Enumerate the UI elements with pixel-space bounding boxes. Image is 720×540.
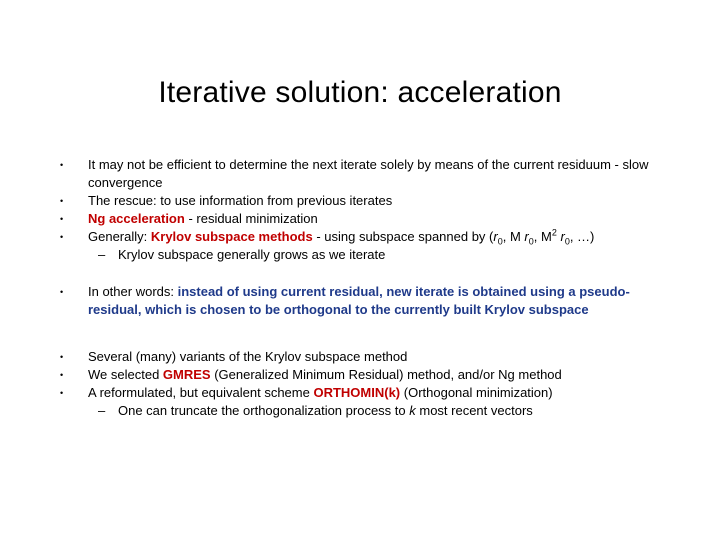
item-text: We selected — [88, 367, 163, 382]
math-r: r — [493, 229, 498, 244]
math-r: r — [560, 229, 565, 244]
pseudo-residual-highlight: instead of using current residual, new iterate is obtained using a pseudo-residual, which is chosen to be orthogonal to the currently built Krylov subspace — [88, 284, 630, 317]
math-sub: 0 — [528, 236, 534, 247]
math-tail: , …) — [569, 229, 595, 244]
ng-acceleration-highlight: Ng acceleration — [88, 211, 185, 226]
item-text: Krylov subspace generally grows as we iterate — [118, 247, 386, 262]
bullet-icon: • — [60, 388, 64, 398]
list-item — [60, 283, 670, 319]
bullet-icon: • — [60, 287, 64, 297]
dash-icon: – — [98, 403, 106, 418]
list-item — [60, 228, 670, 246]
item-text: In other words: — [88, 284, 178, 299]
orthomin-highlight: ORTHOMIN(k) — [313, 385, 401, 400]
item-text: most recent vectors — [415, 403, 533, 418]
bullet-group-2 — [60, 283, 670, 319]
math-sup: 2 — [551, 227, 557, 238]
item-text: Several (many) variants of the Krylov subspace method — [88, 349, 408, 364]
item-text: - using subspace spanned by ( — [312, 229, 494, 244]
list-item — [60, 384, 670, 402]
list-item — [60, 192, 670, 210]
sub-list-item — [60, 402, 670, 420]
item-text: Generally: — [88, 229, 151, 244]
math-sep: , M — [533, 229, 552, 244]
gmres-highlight: GMRES — [162, 367, 211, 382]
slide-title: Iterative solution: acceleration — [158, 76, 562, 109]
item-text: It may not be efficient to determine the next iterate solely by means of the current residuum - slow convergence — [88, 157, 649, 190]
math-sep: , M — [502, 229, 525, 244]
item-text: (Generalized Minimum Residual) method, and/or Ng method — [210, 367, 562, 382]
bullet-icon: • — [60, 214, 64, 224]
bullet-icon: • — [60, 370, 64, 380]
list-item — [60, 366, 670, 384]
bullet-group-1 — [60, 156, 670, 264]
dash-icon: – — [98, 247, 106, 262]
math-sub: 0 — [564, 236, 570, 247]
math-k: k — [409, 403, 416, 418]
krylov-highlight: Krylov subspace methods — [150, 229, 313, 244]
item-text: A reformulated, but equivalent scheme — [88, 385, 314, 400]
bullet-icon: • — [60, 196, 64, 206]
item-text: One can truncate the orthogonalization process to — [118, 403, 410, 418]
math-sub: 0 — [497, 236, 503, 247]
sub-list-item — [60, 246, 670, 264]
item-text: The rescue: to use information from previous iterates — [88, 193, 393, 208]
math-r: r — [524, 229, 529, 244]
list-item — [60, 210, 670, 228]
item-text: (Orthogonal minimization) — [400, 385, 553, 400]
list-item — [60, 348, 670, 366]
item-text: - residual minimization — [184, 211, 318, 226]
bullet-icon: • — [60, 232, 64, 242]
bullet-icon: • — [60, 352, 64, 362]
bullet-icon: • — [60, 160, 64, 170]
list-item — [60, 156, 670, 192]
bullet-group-3 — [60, 348, 670, 420]
